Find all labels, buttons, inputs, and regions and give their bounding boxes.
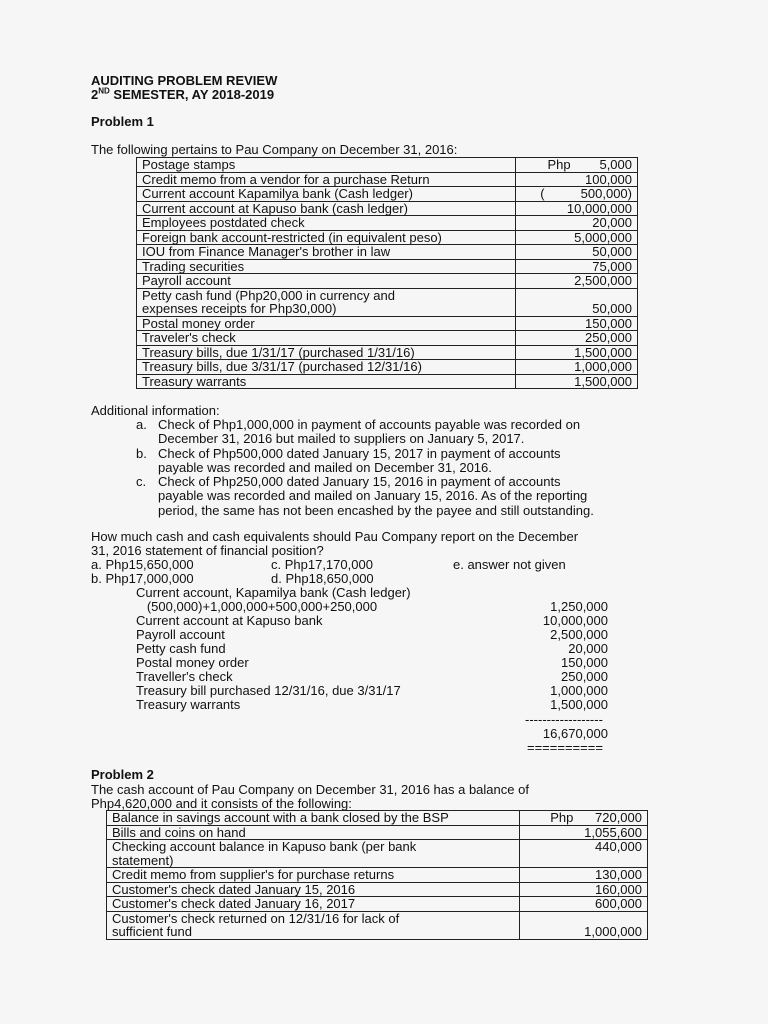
item-text: Customer's check dated January 16, 2017 (112, 896, 356, 911)
solution-row-label: Payroll account (136, 627, 225, 642)
solution-row-label: Current account at Kapuso bank (136, 613, 323, 628)
semester-number: 2 (91, 87, 99, 102)
item-text: Trading securities (142, 258, 245, 274)
table-cell-item (137, 374, 516, 389)
table-cell-item (107, 811, 520, 826)
list-item-text: payable was recorded and mailed on January 15, 2016. As of the reporting (158, 488, 588, 504)
table-cell-item (137, 288, 516, 316)
list-item-text: Check of Php250,000 dated January 15, 2016 in payment of accounts (158, 474, 561, 490)
list-item-text: payable was recorded and mailed on December 31, 2016. (158, 459, 492, 475)
table-row (137, 288, 638, 316)
solution-row-amount: 1,000,000 (550, 683, 608, 698)
table-cell-amount (516, 187, 638, 202)
table-row (107, 811, 648, 826)
table-cell-amount (516, 158, 638, 173)
table-row (107, 882, 648, 897)
problem2-intro-line-1: The cash account of Pau Company on December 31, 2016 has a balance of (91, 782, 529, 797)
semester-line (91, 88, 274, 102)
semester-superscript: ND (98, 86, 110, 96)
amount-text: 1,000,000 (584, 924, 642, 939)
item-text: sufficient fund (112, 924, 192, 939)
solution-row-label: Treasury warrants (136, 697, 241, 712)
question-line-2: 31, 2016 statement of financial position? (91, 543, 324, 558)
amount-text: 440,000 (595, 839, 642, 854)
amount-text: 250,000 (585, 330, 632, 345)
table-cell-item (137, 230, 516, 245)
table-cell-item (137, 259, 516, 274)
solution-row-label: Traveller's check (136, 669, 233, 684)
table-cell-amount (516, 345, 638, 360)
table-cell-amount (516, 172, 638, 187)
solution-row-amount: 1,500,000 (550, 697, 608, 712)
item-text: Current account Kapamilya bank (Cash ledger) (142, 186, 413, 201)
item-text: Employees postdated check (142, 215, 305, 230)
item-text: Balance in savings account with a bank closed by the BSP (112, 810, 449, 825)
item-text: Foreign bank account-restricted (in equivalent peso) (142, 229, 442, 245)
amount-text: 5,000,000 (574, 229, 632, 245)
amount-text: Php 720,000 (550, 810, 642, 825)
item-text: Credit memo from a vendor for a purchase Return (142, 171, 430, 187)
table-cell-item (137, 201, 516, 216)
table-row (137, 316, 638, 331)
solution-dash-line: ------------------ (525, 712, 603, 727)
list-item-label: c. (136, 474, 147, 490)
problem2-intro-line-2: Php4,620,000 and it consists of the following: (91, 796, 352, 811)
list-item-text: Check of Php500,000 dated January 15, 2017 in payment of accounts (158, 445, 561, 461)
solution-head: Current account, Kapamilya bank (Cash ledger) (136, 585, 411, 600)
problem2-table (106, 810, 648, 940)
list-item-label: b. (136, 445, 147, 461)
list-item-label: a. (136, 417, 147, 432)
table-row (107, 825, 648, 840)
item-text: Postage stamps (142, 157, 236, 172)
amount-text: 75,000 (592, 258, 632, 274)
item-text: Bills and coins on hand (112, 824, 246, 840)
item-text: Credit memo from supplier's for purchase returns (112, 867, 395, 882)
table-cell-item (107, 868, 520, 883)
doc-title: AUDITING PROBLEM REVIEW (91, 73, 278, 88)
item-text: Traveler's check (142, 330, 236, 345)
choice-a: a. Php15,650,000 (91, 557, 194, 572)
amount-text: 600,000 (595, 896, 642, 911)
table-row (107, 840, 648, 868)
table-cell-item (137, 158, 516, 173)
table-cell-amount (520, 911, 648, 939)
amount-text: 1,500,000 (574, 344, 632, 360)
table-cell-amount (520, 882, 648, 897)
solution-double-line: ========== (527, 740, 603, 755)
table-cell-amount (516, 245, 638, 260)
list-item-text: period, the same has not been encashed by the payee and still outstanding. (158, 502, 594, 518)
amount-text: 10,000,000 (566, 200, 632, 216)
choice-c: c. Php17,170,000 (271, 557, 373, 572)
table-cell-amount (520, 868, 648, 883)
table-row (107, 897, 648, 912)
list-item (136, 475, 676, 518)
table-row (137, 172, 638, 187)
amount-text: 130,000 (595, 867, 642, 882)
table-cell-item (107, 882, 520, 897)
amount-text: 50,000 (592, 244, 632, 259)
amount-text: Php 5,000 (547, 157, 632, 172)
table-row (137, 360, 638, 375)
table-cell-amount (516, 331, 638, 346)
item-text: Checking account balance in Kapuso bank (per bank (112, 839, 417, 854)
amount-text: 160,000 (595, 881, 642, 897)
table-cell-amount (516, 259, 638, 274)
table-cell-amount (516, 374, 638, 389)
item-text: Current account at Kapuso bank (cash ledger) (142, 200, 408, 216)
table-row (137, 259, 638, 274)
table-row (137, 201, 638, 216)
amount-text: 150,000 (585, 315, 632, 331)
table-cell-amount (520, 825, 648, 840)
solution-row-amount: 10,000,000 (542, 613, 608, 628)
table-cell-amount (516, 288, 638, 316)
table-cell-item (137, 274, 516, 289)
item-text: Payroll account (142, 273, 231, 288)
table-cell-amount (516, 316, 638, 331)
amount-text: 20,000 (592, 215, 632, 230)
table-row (137, 230, 638, 245)
item-text: Treasury bills, due 1/31/17 (purchased 1/31/16) (142, 344, 415, 360)
table-cell-item (137, 245, 516, 260)
list-item-text: Check of Php1,000,000 in payment of accounts payable was recorded on (158, 417, 581, 432)
table-row (137, 158, 638, 173)
table-cell-item (137, 345, 516, 360)
solution-row-label: (500,000)+1,000,000+500,000+250,000 (136, 599, 378, 614)
semester-text: SEMESTER, AY 2018-2019 (109, 87, 275, 102)
problem2-heading: Problem 2 (91, 767, 154, 782)
table-cell-amount (520, 897, 648, 912)
solution-row-amount: 1,250,000 (550, 599, 608, 614)
amount-text: 1,500,000 (574, 373, 632, 389)
item-text: statement) (112, 852, 174, 868)
amount-text: 1,000,000 (574, 359, 632, 374)
problem1-heading: Problem 1 (91, 114, 154, 129)
table-row (137, 245, 638, 260)
table-row (137, 274, 638, 289)
choice-d: d. Php18,650,000 (271, 571, 374, 586)
item-text: IOU from Finance Manager's brother in law (142, 244, 391, 259)
table-row (137, 374, 638, 389)
solution-row-amount: 250,000 (561, 669, 608, 684)
table-row (137, 187, 638, 202)
table-row (137, 216, 638, 231)
amount-text: 100,000 (585, 171, 632, 187)
question-line-1: How much cash and cash equivalents should Pau Company report on the December (91, 529, 579, 544)
solution-row-label: Treasury bill purchased 12/31/16, due 3/31/17 (136, 683, 401, 698)
table-cell-amount (516, 274, 638, 289)
solution-row-amount: 2,500,000 (550, 627, 608, 642)
amount-text: 2,500,000 (574, 273, 632, 288)
additional-info-list (136, 418, 676, 518)
table-cell-item (107, 840, 520, 868)
amount-text: 1,055,600 (584, 824, 642, 840)
table-cell-item (137, 316, 516, 331)
table-cell-item (137, 331, 516, 346)
table-cell-item (137, 187, 516, 202)
amount-text: 50,000 (592, 301, 632, 316)
solution-row-amount: 20,000 (568, 641, 608, 656)
table-cell-item (107, 825, 520, 840)
table-cell-amount (516, 201, 638, 216)
table-cell-amount (516, 216, 638, 231)
choice-b: b. Php17,000,000 (91, 571, 194, 586)
solution-row-amount: 150,000 (561, 655, 608, 670)
table-cell-amount (520, 840, 648, 868)
solution-total: 16,670,000 (542, 726, 608, 741)
amount-text: ( 500,000) (540, 186, 632, 201)
table-cell-amount (516, 360, 638, 375)
solution-row-label: Postal money order (136, 655, 249, 670)
choice-e: e. answer not given (453, 557, 566, 572)
table-row (107, 911, 648, 939)
item-text: Treasury warrants (142, 373, 247, 389)
item-text: Postal money order (142, 315, 255, 331)
item-text: Customer's check returned on 12/31/16 for lack of (112, 910, 400, 926)
table-cell-amount (516, 230, 638, 245)
table-row (107, 868, 648, 883)
list-item (136, 418, 676, 447)
item-text: Treasury bills, due 3/31/17 (purchased 12/31/16) (142, 359, 422, 374)
table-cell-amount (520, 811, 648, 826)
table-cell-item (137, 360, 516, 375)
list-item (136, 447, 676, 476)
item-text: expenses receipts for Php30,000) (142, 301, 337, 316)
table-row (137, 331, 638, 346)
table-cell-item (137, 216, 516, 231)
table-cell-item (107, 897, 520, 912)
problem1-intro: The following pertains to Pau Company on December 31, 2016: (91, 142, 458, 157)
item-text: Customer's check dated January 15, 2016 (112, 881, 356, 897)
problem1-table (136, 157, 638, 389)
item-text: Petty cash fund (Php20,000 in currency and (142, 287, 395, 303)
solution-row-label: Petty cash fund (136, 641, 226, 656)
table-cell-item (107, 911, 520, 939)
list-item-text: December 31, 2016 but mailed to suppliers on January 5, 2017. (158, 431, 525, 447)
additional-info-heading: Additional information: (91, 403, 220, 418)
table-row (137, 345, 638, 360)
table-cell-item (137, 172, 516, 187)
